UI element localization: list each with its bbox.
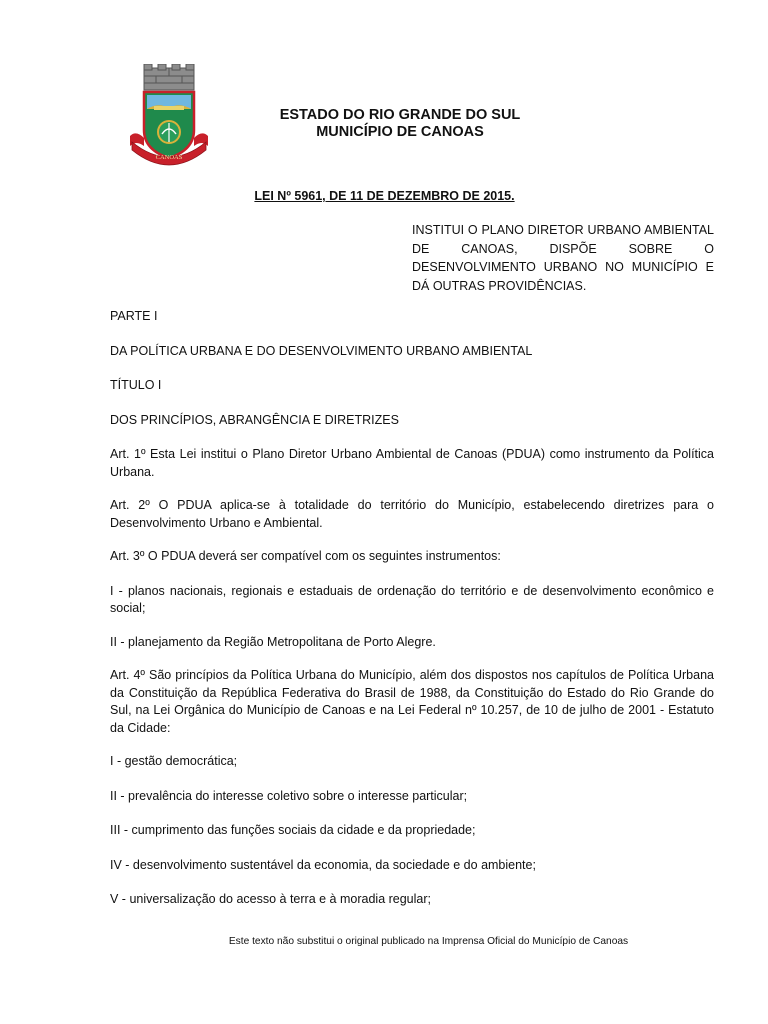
coat-of-arms-icon [128,64,210,174]
article-4-item-2: II - prevalência do interesse coletivo sobre o interesse particular; [110,788,468,803]
article-3: Art. 3º O PDUA deverá ser compatível com os seguintes instrumentos: [110,549,501,563]
article-3-item-1: I - planos nacionais, regionais e estaduais de ordenação do território e de desenvolvimento econômico e social; [110,583,714,615]
article-4-item-5: V - universalização do acesso à terra e à moradia regular; [110,892,431,906]
law-summary: INSTITUI O PLANO DIRETOR URBANO AMBIENTAL DE CANOAS, DISPÕE SOBRE O DESENVOLVIMENTO URBANO NO MUNICÍPIO E DÁ OUTRAS PROVIDÊNCIAS. [412,223,714,293]
article-4-item-3: III - cumprimento das funções sociais da cidade e da propriedade; [110,823,476,837]
part-subject-heading: DA POLÍTICA URBANA E DO DESENVOLVIMENTO URBANO AMBIENTAL [110,343,533,358]
title-heading: TÍTULO I [110,378,162,392]
law-title: LEI Nº 5961, DE 11 DE DEZEMBRO DE 2015. [254,189,515,203]
state-name: ESTADO DO RIO GRANDE DO SUL [279,107,521,123]
page-footer: Este texto não substitui o original publicado na Imprensa Oficial do Município de Canoas [228,936,629,947]
law-body [110,308,714,909]
part-heading: PARTE I [110,309,158,323]
crest-ribbon-label: CANOAS [155,154,183,161]
article-4-item-4: IV - desenvolvimento sustentável da economia, da sociedade e do ambiente; [110,857,536,872]
document-header [250,107,550,141]
title-subject-heading: DOS PRINCÍPIOS, ABRANGÊNCIA E DIRETRIZES [110,412,399,427]
article-2: Art. 2º O PDUA aplica-se à totalidade do território do Município, estabelecendo diretrizes para o Desenvolvimento Urbano e Ambiental. [110,498,714,530]
municipality-name: MUNICÍPIO DE CANOAS [316,124,484,140]
article-1: Art. 1º Esta Lei institui o Plano Diretor Urbano Ambiental de Canoas (PDUA) como instrumento da Política Urbana. [110,447,714,479]
article-4: Art. 4º São princípios da Política Urbana do Município, além dos dispostos nos capítulos de Política Urbana da Constituição da República Federativa do Brasil de 1988, da Constituição do Estado do Rio Grande do Sul, na Lei Orgânica do Município de Canoas e na Lei Federal nº 10.257, de 10 de julho de 2001 - Estatuto da Cidade: [110,668,714,735]
article-4-item-1: I - gestão democrática; [110,754,238,768]
article-3-item-2: II - planejamento da Região Metropolitana de Porto Alegre. [110,634,436,649]
